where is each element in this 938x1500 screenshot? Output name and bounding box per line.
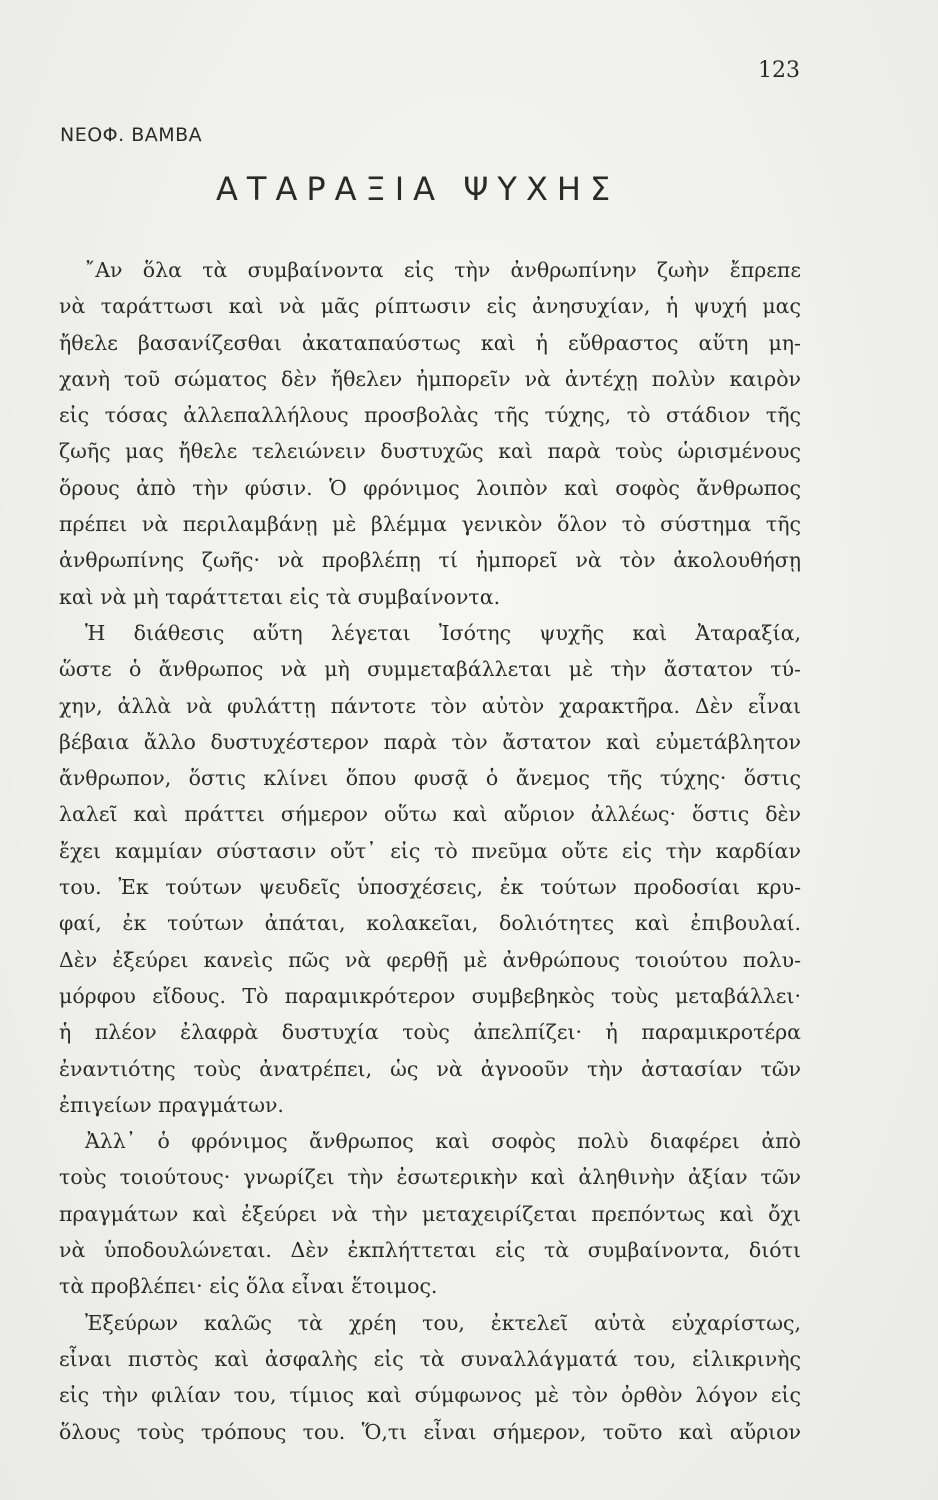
text-line: ζωῆς μας ἤθελε τελειώνειν δυστυχῶς καὶ παρὰ τοὺς ὡρισμένους xyxy=(59,439,801,464)
text-line: ἤθελε βασανίζεσθαι ἀκαταπαύστως καὶ ἡ εὔθραστος αὕτη μη- xyxy=(59,330,801,355)
text-line: ἡ πλέον ἐλαφρὰ δυστυχία τοὺς ἀπελπίζει· ἡ παραμικροτέρα xyxy=(59,1020,801,1045)
text-line: ὅλους τοὺς τρόπους του. Ὅ,τι εἶναι σήμερον, τοῦτο καὶ αὔριον xyxy=(59,1419,801,1444)
text-line: ἐναντιότης τοὺς ἀνατρέπει, ὡς νὰ ἀγνοοῦν τὴν ἀστασίαν τῶν xyxy=(59,1056,801,1081)
text-line: ἔχει καμμίαν σύστασιν οὔτ᾿ εἰς τὸ πνεῦμα οὔτε εἰς τὴν καρδίαν xyxy=(59,838,801,863)
text-line: τὰ προβλέπει· εἰς ὅλα εἶναι ἕτοιμος. xyxy=(59,1274,438,1299)
text-line: χανὴ τοῦ σώματος δὲν ἤθελεν ἠμπορεῖν νὰ ἀντέχῃ πολὺν καιρὸν xyxy=(59,366,801,391)
text-line: βέβαια ἄλλο δυστυχέστερον παρὰ τὸν ἄστατον καὶ εὐμετάβλητον xyxy=(59,729,801,754)
text-line: εἰς τόσας ἀλλεπαλλήλους προσβολὰς τῆς τύχης, τὸ στάδιον τῆς xyxy=(59,403,801,428)
text-line: πρέπει νὰ περιλαμβάνῃ μὲ βλέμμα γενικὸν ὅλον τὸ σύστημα τῆς xyxy=(59,512,801,537)
text-line: νὰ ταράττωσι καὶ νὰ μᾶς ρίπτωσιν εἰς ἀνησυχίαν, ἡ ψυχή μας xyxy=(59,294,801,319)
text-line: νὰ ὑποδουλώνεται. Δὲν ἐκπλήττεται εἰς τὰ συμβαίνοντα, διότι xyxy=(59,1238,801,1263)
text-line: εἰς τὴν φιλίαν του, τίμιος καὶ σύμφωνος μὲ τὸν ὀρθὸν λόγον εἰς xyxy=(59,1383,801,1408)
page-number: 123 xyxy=(758,58,800,83)
text-line: φαί, ἐκ τούτων ἀπάται, κολακεῖαι, δολιότητες καὶ ἐπιβουλαί. xyxy=(59,911,801,936)
text-line: Ἀλλ᾿ ὁ φρόνιμος ἄνθρωπος καὶ σοφὸς πολὺ διαφέρει ἀπὸ xyxy=(85,1129,801,1154)
text-line: μόρφου εἴδους. Τὸ παραμικρότερον συμβεβηκὸς τοὺς μεταβάλλει· xyxy=(59,983,801,1008)
text-line: Δὲν ἐξεύρει κανεὶς πῶς νὰ φερθῇ μὲ ἀνθρώπους τοιούτου πολυ- xyxy=(59,947,801,972)
text-line: του. Ἐκ τούτων ψευδεῖς ὑποσχέσεις, ἐκ τούτων προδοσίαι κρυ- xyxy=(59,875,801,900)
chapter-title: ΑΤΑΡΑΞΙΑ ΨΥΧΗΣ xyxy=(216,170,620,208)
text-line: ὥστε ὁ ἄνθρωπος νὰ μὴ συμμεταβάλλεται μὲ τὴν ἄστατον τύ- xyxy=(59,657,801,682)
text-line: χην, ἀλλὰ νὰ φυλάττῃ πάντοτε τὸν αὐτὸν χαρακτῆρα. Δὲν εἶναι xyxy=(59,693,801,718)
text-line: εἶναι πιστὸς καὶ ἀσφαλὴς εἰς τὰ συναλλάγματά του, εἰλικρινὴς xyxy=(59,1346,801,1371)
text-line: ἄνθρωπον, ὅστις κλίνει ὅπου φυσᾷ ὁ ἄνεμος τῆς τύχης· ὅστις xyxy=(59,766,801,791)
text-line: καὶ νὰ μὴ ταράττεται εἰς τὰ συμβαίνοντα. xyxy=(59,584,501,609)
text-line: ὅρους ἀπὸ τὴν φύσιν. Ὁ φρόνιμος λοιπὸν καὶ σοφὸς ἄνθρωπος xyxy=(59,475,801,500)
text-line: ἐπιγείων πραγμάτων. xyxy=(59,1092,284,1117)
text-line: Ἡ διάθεσις αὕτη λέγεται Ἰσότης ψυχῆς καὶ Ἀταραξία, xyxy=(85,620,801,645)
text-line: ἀνθρωπίνης ζωῆς· νὰ προβλέπῃ τί ἠμπορεῖ νὰ τὸν ἀκολουθήσῃ xyxy=(59,548,801,573)
author-name: ΝΕΟΦ. ΒΑΜΒΑ xyxy=(60,124,203,146)
text-line: Ἐξεύρων καλῶς τὰ χρέη του, ἐκτελεῖ αὐτὰ εὐχαρίστως, xyxy=(85,1310,801,1335)
body-text xyxy=(59,252,801,1450)
text-line: ῎Αν ὅλα τὰ συμβαίνοντα εἰς τὴν ἀνθρωπίνην ζωὴν ἔπρεπε xyxy=(85,258,801,282)
text-line: πραγμάτων καὶ ἐξεύρει νὰ τὴν μεταχειρίζεται πρεπόντως καὶ ὄχι xyxy=(59,1201,801,1226)
text-line: λαλεῖ καὶ πράττει σήμερον οὕτω καὶ αὔριον ἀλλέως· ὅστις δὲν xyxy=(59,802,801,827)
text-line: τοὺς τοιούτους· γνωρίζει τὴν ἐσωτερικὴν καὶ ἀληθινὴν ἀξίαν τῶν xyxy=(59,1165,801,1190)
